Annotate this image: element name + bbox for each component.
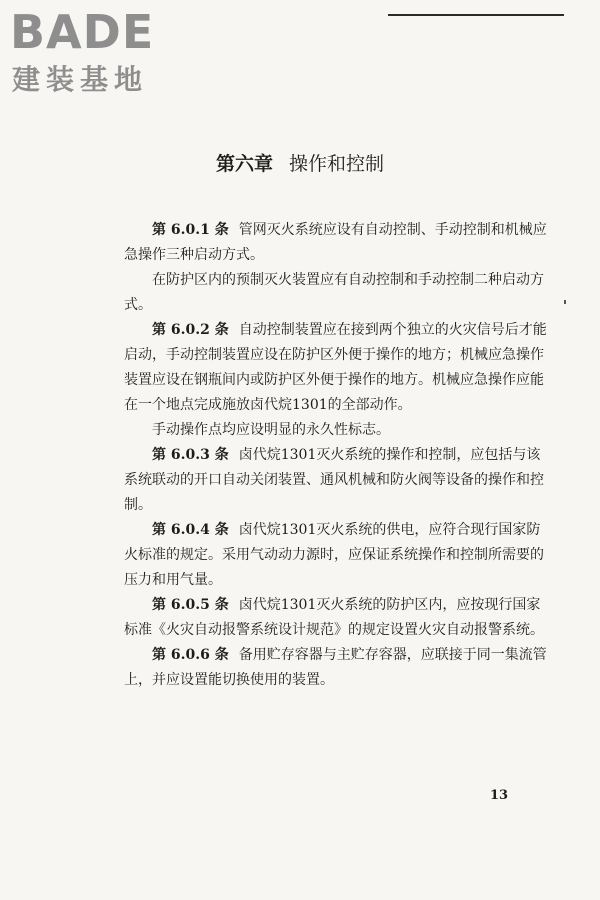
clause-text: 管网灭火系统应设有自动控制、手动控制和机械应急操作三种启动方式。 (124, 222, 547, 263)
clause-text: 在防护区内的预制灭火装置应有自动控制和手动控制二种启动方式。 (124, 272, 544, 313)
chapter-heading: 操作和控制 (289, 153, 385, 175)
clause-text: 卤代烷1301灭火系统的供电，应符合现行国家防火标准的规定。采用气动动力源时，应保证系统操作和控制所需要的压力和用气量。 (124, 522, 544, 588)
clause-6-0-2-paragraph-2 (124, 418, 548, 443)
clause-text: 自动控制装置应在接到两个独立的火灾信号后才能启动，手动控制装置应设在防护区外便于操作的地方；机械应急操作装置应设在钢瓶间内或防护区外便于操作的地方。机械应急操作应能在一个地点完成施放卤代烷1301的全部动作。 (124, 322, 547, 413)
clause-6-0-1-paragraph-2 (124, 268, 548, 318)
chapter-title (0, 151, 600, 177)
clause-6-0-1 (124, 218, 548, 268)
clause-6-0-4 (124, 518, 548, 593)
clause-text: 卤代烷1301灭火系统的防护区内，应按现行国家标准《火灾自动报警系统设计规范》的规定设置火灾自动报警系统。 (124, 597, 544, 638)
margin-mark (564, 300, 566, 304)
logo-wordmark: BADE (10, 5, 155, 59)
clause-label: 第 6.0.3 条 (152, 447, 229, 463)
chapter-body (124, 218, 548, 693)
clause-text: 手动操作点均应设明显的永久性标志。 (152, 422, 390, 438)
clause-6-0-6 (124, 643, 548, 693)
clause-label: 第 6.0.5 条 (152, 597, 229, 613)
clause-label: 第 6.0.4 条 (152, 522, 229, 538)
clause-label: 第 6.0.2 条 (152, 322, 229, 338)
clause-6-0-5 (124, 593, 548, 643)
clause-6-0-2 (124, 318, 548, 418)
header-rule (388, 14, 564, 16)
logo-subtitle: 建装基地 (12, 63, 149, 96)
clause-label: 第 6.0.1 条 (152, 222, 229, 238)
page-number: 13 (490, 788, 509, 803)
logo (10, 6, 180, 98)
clause-6-0-3 (124, 443, 548, 518)
clause-text: 备用贮存容器与主贮存容器，应联接于同一集流管上，并应设置能切换使用的装置。 (124, 647, 547, 688)
clause-text: 卤代烷1301灭火系统的操作和控制，应包括与该系统联动的开口自动关闭装置、通风机械和防火阀等设备的操作和控制。 (124, 447, 544, 513)
clause-label: 第 6.0.6 条 (152, 647, 229, 663)
chapter-number: 第六章 (215, 153, 273, 175)
